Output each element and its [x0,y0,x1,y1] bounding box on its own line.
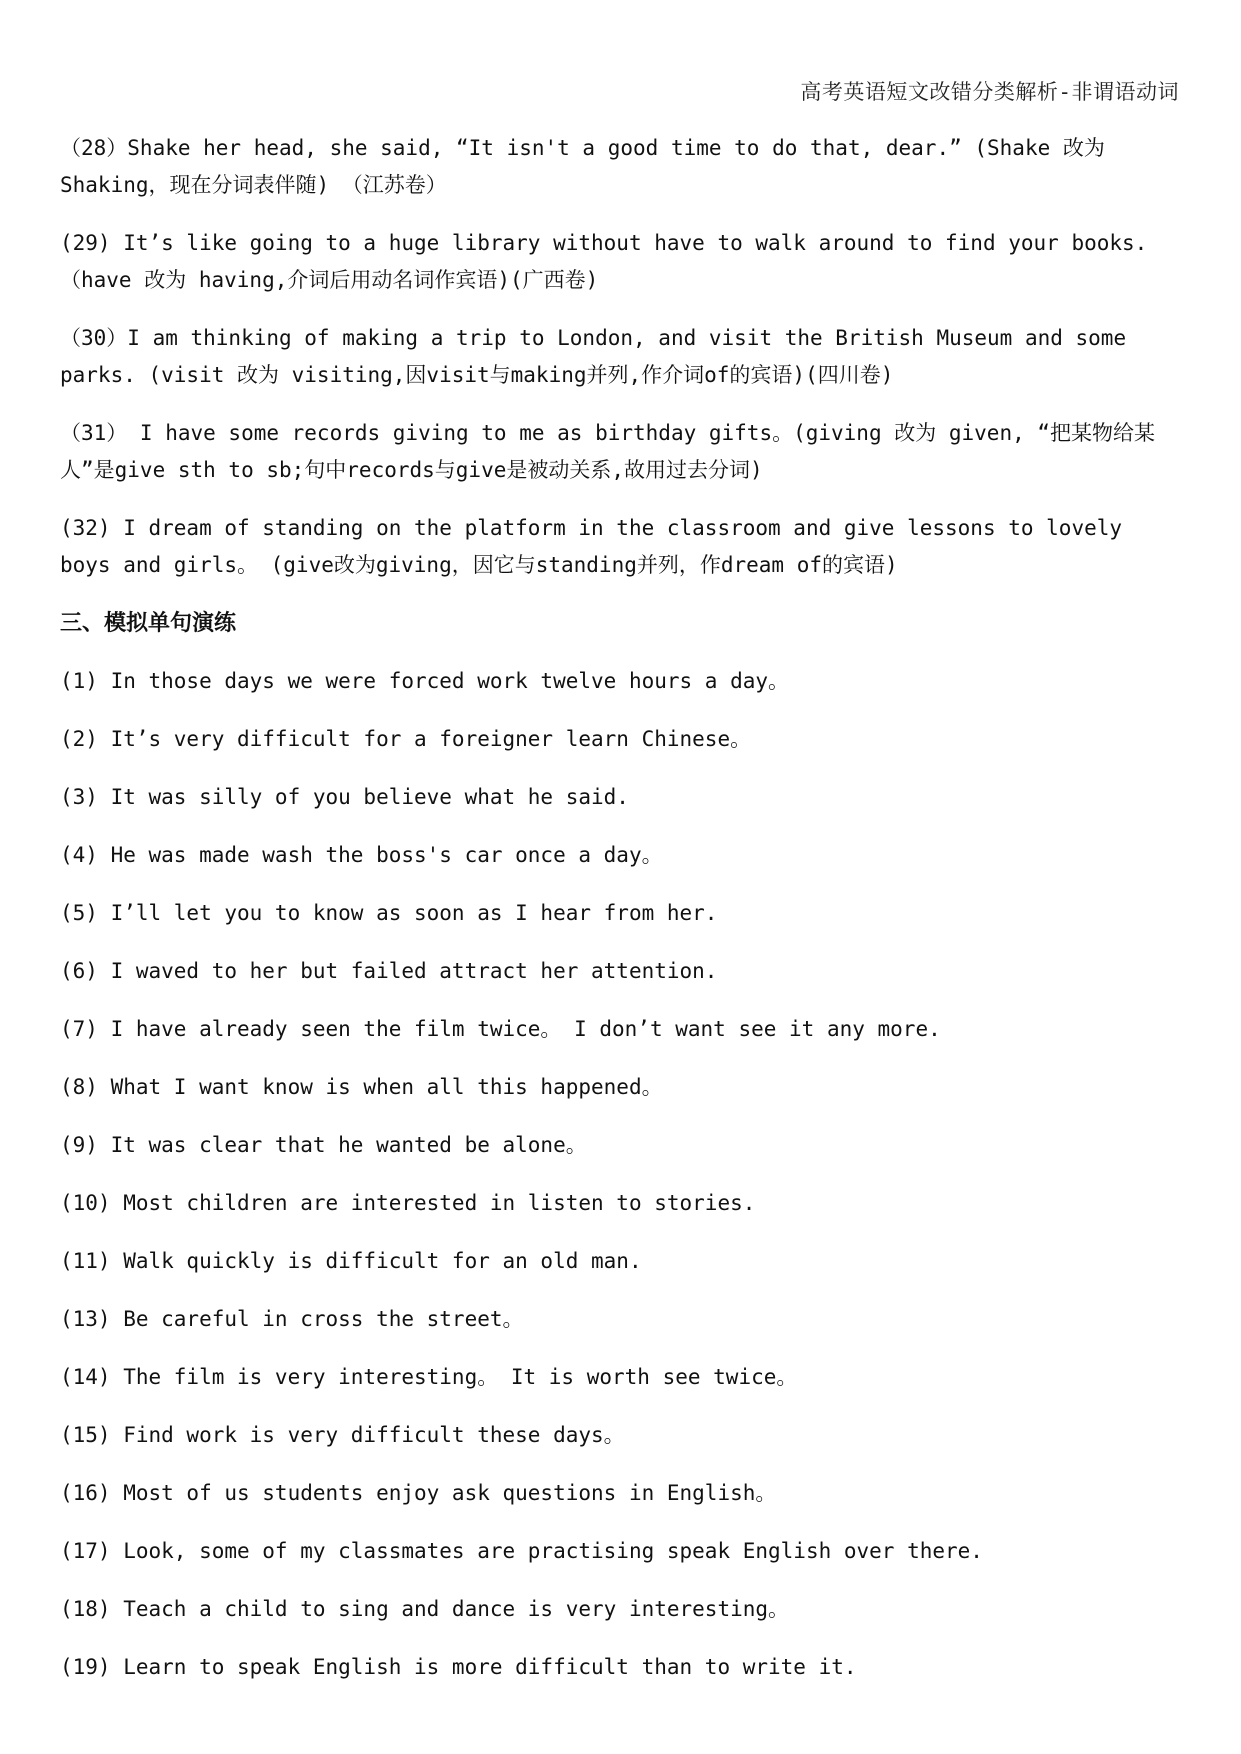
drill-item: (18) Teach a child to sing and dance is very interesting。 [60,1597,790,1621]
exam-item-30: （30）I am thinking of making a trip to London, and visit the British Museum and some parks. (visit 改为 visiting,因visit与making并列,作介词of的宾语)(四川卷) [60,326,1127,387]
drill-item: (13) Be careful in cross the street。 [60,1307,524,1331]
drill-item: (7) I have already seen the film twice。 I don’t want see it any more. [60,1017,941,1041]
drill-item: (6) I waved to her but failed attract her attention. [60,959,718,983]
drill-item: (14) The film is very interesting。 It is worth see twice。 [60,1365,798,1389]
drill-item: (4) He was made wash the boss's car once a day。 [60,843,663,867]
drill-item: (17) Look, some of my classmates are practising speak English over there. [60,1539,983,1563]
drill-item: (9) It was clear that he wanted be alone。 [60,1133,587,1157]
drill-item: (8) What I want know is when all this happened。 [60,1075,663,1099]
drill-item: (2) It’s very difficult for a foreigner learn Chinese。 [60,727,752,751]
drill-item: (19) Learn to speak English is more difficult than to write it. [60,1655,857,1679]
exam-item-31: （31） I have some records giving to me as birthday gifts。(giving 改为 given, “把某物给某人”是give sth to sb;句中records与give是被动关系,故用过去分词) [60,421,1156,482]
exam-item-32: (32) I dream of standing on the platform in the classroom and give lessons to lovely boys and girls。 (give改为giving，因它与standing并列，作dream of的宾语) [60,516,1123,577]
drill-item: (5) I’ll let you to know as soon as I hear from her. [60,901,718,925]
drill-item: (16) Most of us students enjoy ask questions in English。 [60,1481,777,1505]
drill-item: (15) Find work is very difficult these days。 [60,1423,625,1447]
drill-item: (1) In those days we were forced work twelve hours a day。 [60,669,790,693]
drill-item: (10) Most children are interested in listen to stories. [60,1191,756,1215]
exam-item-28: （28）Shake her head, she said, “It isn't a good time to do that, dear.” (Shake 改为 Shaking，现在分词表伴随) （江苏卷） [60,136,1105,197]
document-body [60,130,1180,1707]
drill-item: (11) Walk quickly is difficult for an old man. [60,1249,642,1273]
section-heading: 三、模拟单句演练 [60,611,237,636]
page-header-title: 高考英语短文改错分类解析-非谓语动词 [800,80,1179,104]
drill-item: (3) It was silly of you believe what he said. [60,785,629,809]
exam-item-29: (29) It’s like going to a huge library without have to walk around to find your books.（have 改为 having,介词后用动名词作宾语)(广西卷) [60,231,1148,292]
